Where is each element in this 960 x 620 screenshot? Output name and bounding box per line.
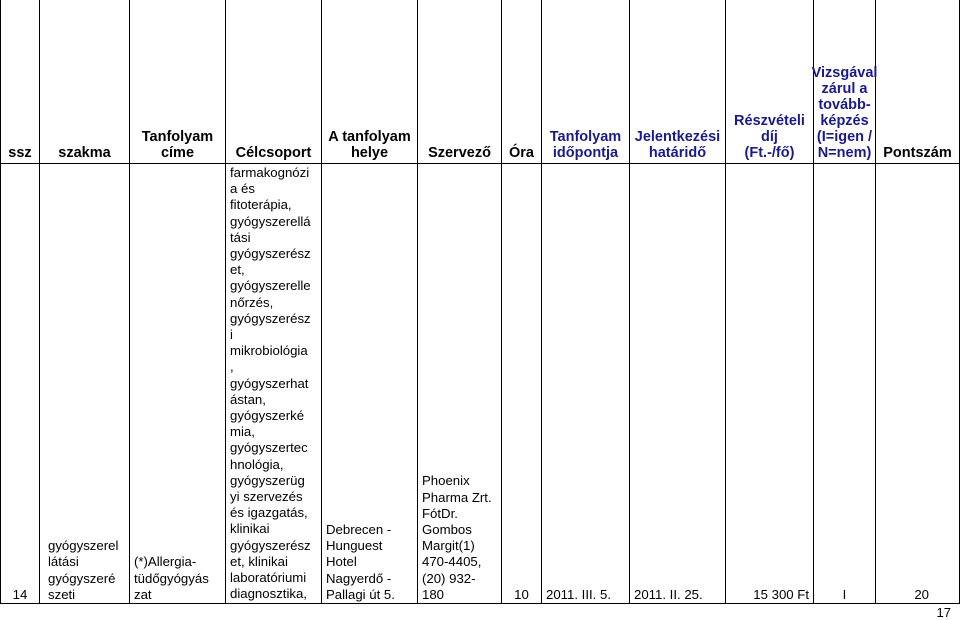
cell-cim-value: (*)Allergia- tüdőgyógyás zat	[134, 554, 209, 602]
header-ora-label: Óra	[509, 145, 534, 161]
header-szervezo-label: Szervező	[428, 145, 491, 161]
cell-celcsoport-value: farmakognózi a és fitoterápia, gyógyszerellá tási gyógyszerész et, gyógyszerelle nőrzés, gyógyszerész i mikrobiológia , gyógyszerhat ástan, gyógyszerké mia, gyógyszertec hnológia, gyógyszerüg yi szervezés és igazgatás, klinikai gyógyszerész et, klinikai laboratóriumi diagnosztika,	[230, 165, 311, 602]
header-vizsga-label: Vizsgával zárul a tovább- képzés (I=igen / N=nem)	[811, 65, 878, 161]
header-idopont	[542, 0, 630, 164]
cell-vizsga	[814, 164, 876, 604]
header-szervezo	[418, 0, 502, 164]
header-ssz	[0, 0, 40, 164]
header-ssz-label: ssz	[8, 145, 32, 161]
cell-hatarido	[630, 164, 726, 604]
header-cim-label: Tanfolyam címe	[141, 129, 214, 161]
cell-idopont-value: 2011. III. 5.	[546, 586, 612, 602]
cell-helye	[322, 164, 418, 604]
header-hatarido	[630, 0, 726, 164]
header-dij	[726, 0, 814, 164]
cell-ora-value: 10	[514, 586, 529, 602]
cell-celcsoport	[226, 164, 322, 604]
header-idopont-label: Tanfolyam időpontja	[549, 129, 622, 161]
cell-idopont	[542, 164, 630, 604]
header-pontszam	[876, 0, 960, 164]
header-celcsoport-label: Célcsoport	[235, 145, 312, 161]
cell-pontszam-value: 20	[914, 586, 929, 602]
header-cim	[130, 0, 226, 164]
header-pontszam-label: Pontszám	[883, 145, 952, 161]
header-helye-label: A tanfolyam helye	[328, 129, 411, 161]
cell-ssz-value: 14	[12, 586, 28, 602]
cell-ssz	[0, 164, 40, 604]
cell-szakma	[40, 164, 130, 604]
cell-pontszam	[876, 164, 960, 604]
cell-szakma-value: gyógyszerel látási gyógyszeré szeti	[48, 538, 119, 602]
cell-vizsga-value: I	[842, 586, 847, 602]
header-hatarido-label: Jelentkezési határidő	[634, 129, 721, 161]
cell-dij-value: 15 300 Ft	[753, 586, 809, 602]
cell-dij	[726, 164, 814, 604]
cell-cim	[130, 164, 226, 604]
page-number: 17	[936, 605, 951, 620]
header-ora	[502, 0, 542, 164]
header-celcsoport	[226, 0, 322, 164]
header-dij-label: Részvételi díj (Ft.-/fő)	[734, 113, 805, 161]
cell-hatarido-value: 2011. II. 25.	[634, 586, 703, 602]
cell-szervezo	[418, 164, 502, 604]
cell-helye-value: Debrecen - Hunguest Hotel Nagyerdő - Pallagi út 5.	[326, 521, 395, 602]
cell-szervezo-value: Phoenix Pharma Zrt. FótDr. Gombos Margit(1) 470-4405, (20) 932- 180	[422, 473, 492, 602]
header-helye	[322, 0, 418, 164]
cell-ora	[502, 164, 542, 604]
header-szakma-label: szakma	[58, 145, 111, 161]
header-szakma	[40, 0, 130, 164]
header-vizsga	[811, 0, 878, 164]
